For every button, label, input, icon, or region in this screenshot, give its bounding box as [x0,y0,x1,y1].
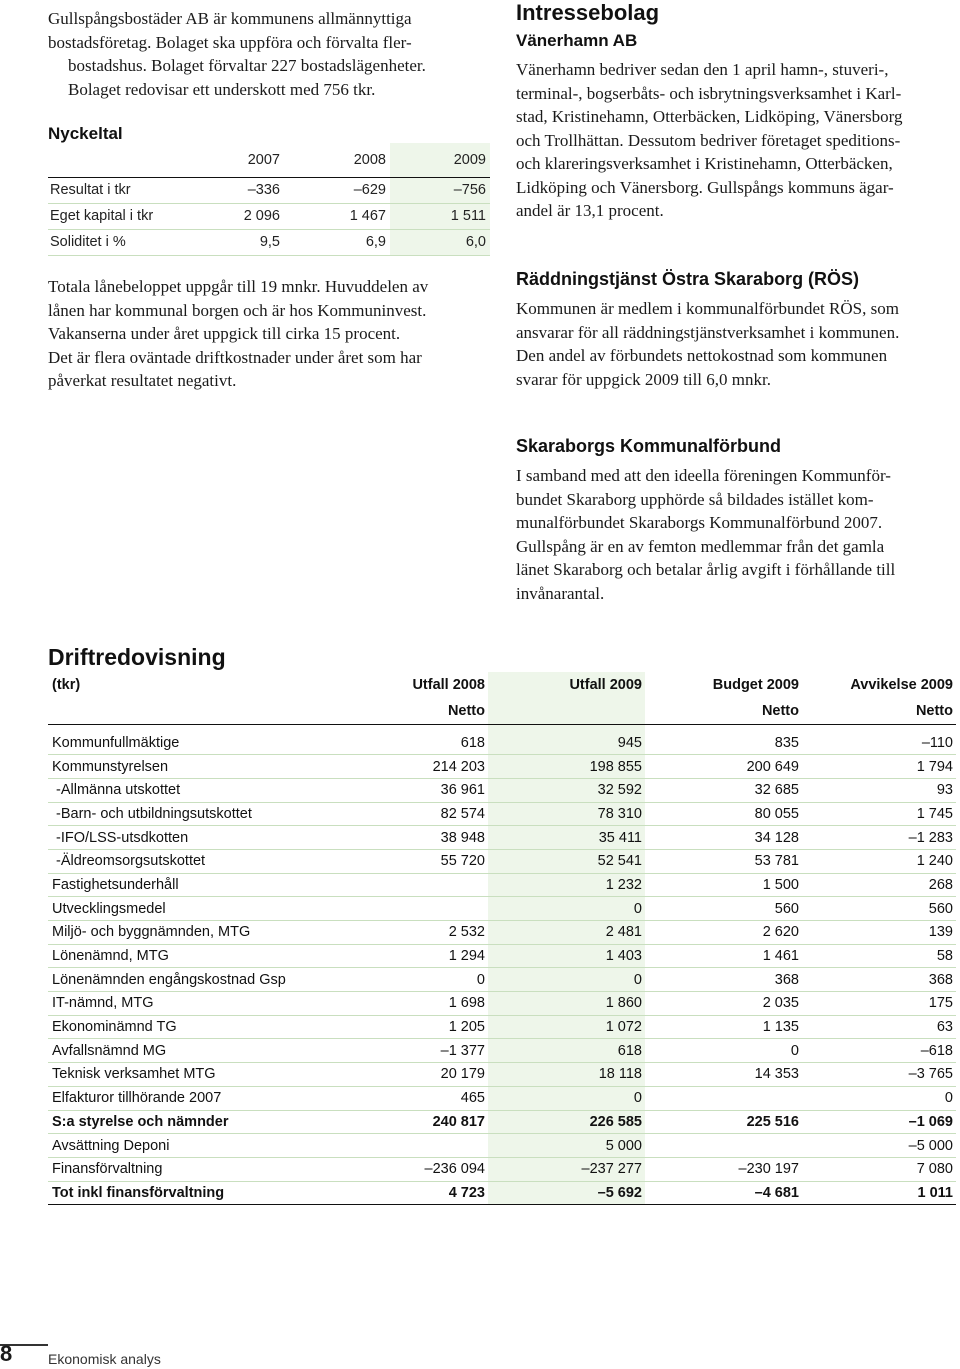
drift-cell: 1 011 [802,1181,956,1205]
drift-cell: 1 294 [338,944,488,968]
ros-line: Kommunen är medlem i kommunalförbundet RÖS, som [516,299,899,318]
ros-line: svarar för uppgick 2009 till 6,0 mnkr. [516,369,771,389]
drift-cell: 36 961 [338,778,488,802]
nyckeltal-row-label: Eget kapital i tkr [48,203,188,229]
lan-line: Det är flera oväntade driftkostnader under året som har [48,347,422,367]
lan-line: Totala lånebeloppet uppgår till 19 mnkr. Huvuddelen av [48,277,429,296]
drift-cell: 945 [488,731,645,755]
drift-row-label: Teknisk verksamhet MTG [48,1063,338,1087]
drift-cell: –1 377 [338,1039,488,1063]
vanerhamn-line: och Trollhättan. Dessutom bedriver företaget speditions- [516,130,901,150]
drift-cell: 0 [338,968,488,992]
lan-text [48,275,490,393]
drift-cell: 268 [802,873,956,897]
drift-cell: 93 [802,778,956,802]
drift-cell: –3 765 [802,1063,956,1087]
drift-cell: 32 592 [488,778,645,802]
vanerhamn-line: andel är 13,1 procent. [516,201,664,220]
driftredovisning-title: Driftredovisning [48,644,226,670]
page-number: 8 [0,1341,13,1366]
drift-row-label: -IFO/LSS-utsdkotten [48,826,338,850]
drift-cell: 78 310 [488,802,645,826]
drift-cell [645,1134,802,1158]
table-row [48,992,956,1016]
drift-cell: 225 516 [645,1110,802,1134]
drift-row-label: -Barn- och utbildningsutskottet [48,802,338,826]
table-row [48,873,956,897]
drift-cell: 214 203 [338,755,488,779]
drift-table-wrap [48,672,956,1205]
vanerhamn-line: Vänerhamn bedriver sedan den 1 april hamn-, stuveri-, [516,60,889,79]
drift-cell: 368 [645,968,802,992]
drift-cell: 139 [802,921,956,945]
skaraborg-line: munalförbundet Skaraborgs Kommunalförbund 2007. [516,513,883,532]
drift-cell: 32 685 [645,778,802,802]
drift-cell: 560 [802,897,956,921]
table-row [48,1110,956,1134]
drift-cell: 14 353 [645,1063,802,1087]
table-row [48,1157,956,1181]
drift-cell: 198 855 [488,755,645,779]
drift-body [48,731,956,1205]
nyckeltal-row [48,203,490,229]
table-row [48,1039,956,1063]
drift-cell: 175 [802,992,956,1016]
drift-header-row [48,698,956,724]
nyckeltal-cell: –756 [390,177,490,203]
vanerhamn-subtitle: Vänerhamn AB [516,31,638,50]
drift-cell: 1 461 [645,944,802,968]
table-row [48,778,956,802]
drift-header-unit: (tkr) [52,677,81,693]
drift-cell: 835 [645,731,802,755]
skaraborg-title: Skaraborgs Kommunalförbund [516,436,782,456]
drift-cell: 34 128 [645,826,802,850]
drift-header-cell: Utfall 2009 [488,672,645,698]
drift-cell: 0 [645,1039,802,1063]
drift-cell: 1 232 [488,873,645,897]
drift-cell: –1 283 [802,826,956,850]
drift-row-label: Miljö- och byggnämnden, MTG [48,921,338,945]
drift-row-label: IT-nämnd, MTG [48,992,338,1016]
table-row [48,1181,956,1205]
drift-cell: –236 094 [338,1157,488,1181]
vanerhamn-text [516,58,960,223]
drift-cell: 82 574 [338,802,488,826]
drift-cell: –4 681 [645,1181,802,1205]
drift-row-label: Fastighetsunderhåll [48,873,338,897]
nyckeltal-cell: –629 [284,177,390,203]
vanerhamn-line: och klareringsverksamhet i Kristinehamn, Otterbäcken, [516,154,893,173]
drift-cell: 58 [802,944,956,968]
drift-cell: 618 [338,731,488,755]
drift-cell: 7 080 [802,1157,956,1181]
table-row [48,755,956,779]
table-row [48,1015,956,1039]
drift-cell: 0 [802,1086,956,1110]
drift-header-cell: Avvikelse 2009 [850,677,953,693]
drift-cell [645,1086,802,1110]
drift-header-row [48,672,956,698]
lan-line: Vakanserna under året uppgick till cirka 15 procent. [48,324,401,343]
ros-title: Räddningstjänst Östra Skaraborg (RÖS) [516,269,860,289]
drift-cell: 0 [488,1086,645,1110]
intro-line: Gullspångsbostäder AB är kommunens allmännyttiga [48,9,412,28]
drift-cell: 2 481 [488,921,645,945]
intro-text [48,7,493,101]
drift-cell: 2 620 [645,921,802,945]
drift-cell: 52 541 [488,849,645,873]
nyckeltal-cell: 1 511 [390,203,490,229]
drift-row-label: S:a styrelse och nämnder [48,1110,338,1134]
intro-line: bostadshus. Bolaget förvaltar 227 bostadslägenheter. [68,56,426,75]
drift-header-cell [488,698,645,724]
drift-cell: 618 [488,1039,645,1063]
drift-cell: –230 197 [645,1157,802,1181]
drift-cell: 38 948 [338,826,488,850]
lan-line: lånen har kommunal borgen och är hos Kommuninvest. [48,300,427,320]
table-row [48,1086,956,1110]
drift-header-cell [48,698,338,724]
table-row [48,944,956,968]
drift-row-label: -Allmänna utskottet [48,778,338,802]
skaraborg-line: länet Skaraborg och betalar årlig avgift i förhållande till [516,560,896,579]
nyckeltal-header-row [48,143,490,177]
drift-cell: –618 [802,1039,956,1063]
nyckeltal-year: 2009 [390,143,490,177]
nyckeltal-year: 2007 [188,143,284,177]
drift-header-cell: Netto [802,698,956,724]
drift-row-label: Ekonominämnd TG [48,1015,338,1039]
drift-cell: –5 692 [488,1181,645,1205]
vanerhamn-line: terminal-, bogserbåts- och isbrytningsverksamhet i Karl- [516,83,902,103]
drift-header-cell: Netto [645,698,802,724]
drift-row-label: Finansförvaltning [48,1157,338,1181]
drift-row-label: Avsättning Deponi [48,1134,338,1158]
table-row [48,826,956,850]
skaraborg-line: I samband med att den ideella föreningen Kommunför- [516,466,891,485]
drift-cell: 53 781 [645,849,802,873]
nyckeltal-row-label: Resultat i tkr [48,177,188,203]
drift-cell: 1 500 [645,873,802,897]
drift-header-cell: Netto [338,698,488,724]
skaraborg-text [516,464,960,605]
drift-cell: –110 [802,731,956,755]
nyckeltal-row [48,229,490,255]
nyckeltal-cell: 6,9 [284,229,390,255]
drift-cell: 5 000 [488,1134,645,1158]
drift-spacer-row [48,724,956,731]
drift-row-label: Lönenämnd, MTG [48,944,338,968]
drift-row-label: Avfallsnämnd MG [48,1039,338,1063]
drift-cell: 0 [488,897,645,921]
table-row [48,968,956,992]
drift-cell: –1 069 [802,1110,956,1134]
drift-cell: 1 135 [645,1015,802,1039]
drift-cell: 1 794 [802,755,956,779]
nyckeltal-cell: 6,0 [390,229,490,255]
nyckeltal-table-wrap [48,143,490,256]
vanerhamn-line: Lidköping och Vänersborg. Gullspångs kommuns ägar- [516,177,894,197]
intro-line: bostadsföretag. Bolaget ska uppföra och förvalta fler- [48,32,412,52]
drift-row-label: Lönenämnden engångskostnad Gsp [48,968,338,992]
drift-cell: 20 179 [338,1063,488,1087]
ros-line: ansvarar för all räddningstjänstverksamhet i kommunen. [516,322,900,342]
drift-cell: 55 720 [338,849,488,873]
drift-cell: 0 [488,968,645,992]
drift-row-label: Utvecklingsmedel [48,897,338,921]
drift-cell: 240 817 [338,1110,488,1134]
drift-row-label: Kommunfullmäktige [48,731,338,755]
drift-cell: 560 [645,897,802,921]
footer-section: Ekonomisk analys [48,1351,161,1367]
drift-cell: 2 035 [645,992,802,1016]
drift-cell: 200 649 [645,755,802,779]
skaraborg-line: bundet Skaraborg upphörde så bildades istället kom- [516,489,874,509]
table-row [48,731,956,755]
intressebolag-title: Intressebolag [516,0,660,25]
drift-cell [338,897,488,921]
drift-cell: 368 [802,968,956,992]
nyckeltal-title: Nyckeltal [48,124,123,143]
drift-cell [338,1134,488,1158]
nyckeltal-cell: –336 [188,177,284,203]
nyckeltal-cell: 1 467 [284,203,390,229]
drift-table [48,672,956,1205]
nyckeltal-header-empty [48,143,188,177]
table-row [48,849,956,873]
nyckeltal-row-label: Soliditet i % [48,229,188,255]
drift-cell: 1 240 [802,849,956,873]
ros-text [516,297,960,391]
drift-cell: 1 860 [488,992,645,1016]
table-row [48,921,956,945]
table-row [48,897,956,921]
nyckeltal-row [48,177,490,203]
skaraborg-line: invånarantal. [516,583,605,603]
drift-cell: 63 [802,1015,956,1039]
drift-header-cell: Budget 2009 [712,677,799,693]
nyckeltal-cell: 9,5 [188,229,284,255]
drift-cell: 1 745 [802,802,956,826]
nyckeltal-cell: 2 096 [188,203,284,229]
lan-line: påverkat resultatet negativt. [48,371,237,390]
table-row [48,1134,956,1158]
drift-cell: 1 403 [488,944,645,968]
drift-cell: 1 205 [338,1015,488,1039]
table-row [48,1063,956,1087]
drift-row-label: Elfakturor tillhörande 2007 [48,1086,338,1110]
drift-header-cell: Utfall 2008 [412,677,485,693]
drift-cell: –5 000 [802,1134,956,1158]
vanerhamn-line: stad, Kristinehamn, Otterbäcken, Lidköping, Vänersborg [516,107,903,126]
drift-cell: 35 411 [488,826,645,850]
drift-cell: 465 [338,1086,488,1110]
drift-cell: 18 118 [488,1063,645,1087]
drift-cell: 226 585 [488,1110,645,1134]
drift-cell: 2 532 [338,921,488,945]
nyckeltal-table [48,143,490,256]
table-row [48,802,956,826]
drift-row-label: -Äldreomsorgsutskottet [48,849,338,873]
drift-row-label: Kommunstyrelsen [48,755,338,779]
drift-row-label: Tot inkl finansförvaltning [48,1181,338,1205]
drift-cell: 1 698 [338,992,488,1016]
skaraborg-line: Gullspång är en av femton medlemmar från det gamla [516,536,885,556]
ros-line: Den andel av förbundets nettokostnad som kommunen [516,346,888,365]
drift-cell [338,873,488,897]
intro-line: Bolaget redovisar ett underskott med 756 tkr. [68,79,376,99]
nyckeltal-year: 2008 [284,143,390,177]
drift-cell: 80 055 [645,802,802,826]
drift-cell: 1 072 [488,1015,645,1039]
drift-cell: –237 277 [488,1157,645,1181]
drift-cell: 4 723 [338,1181,488,1205]
